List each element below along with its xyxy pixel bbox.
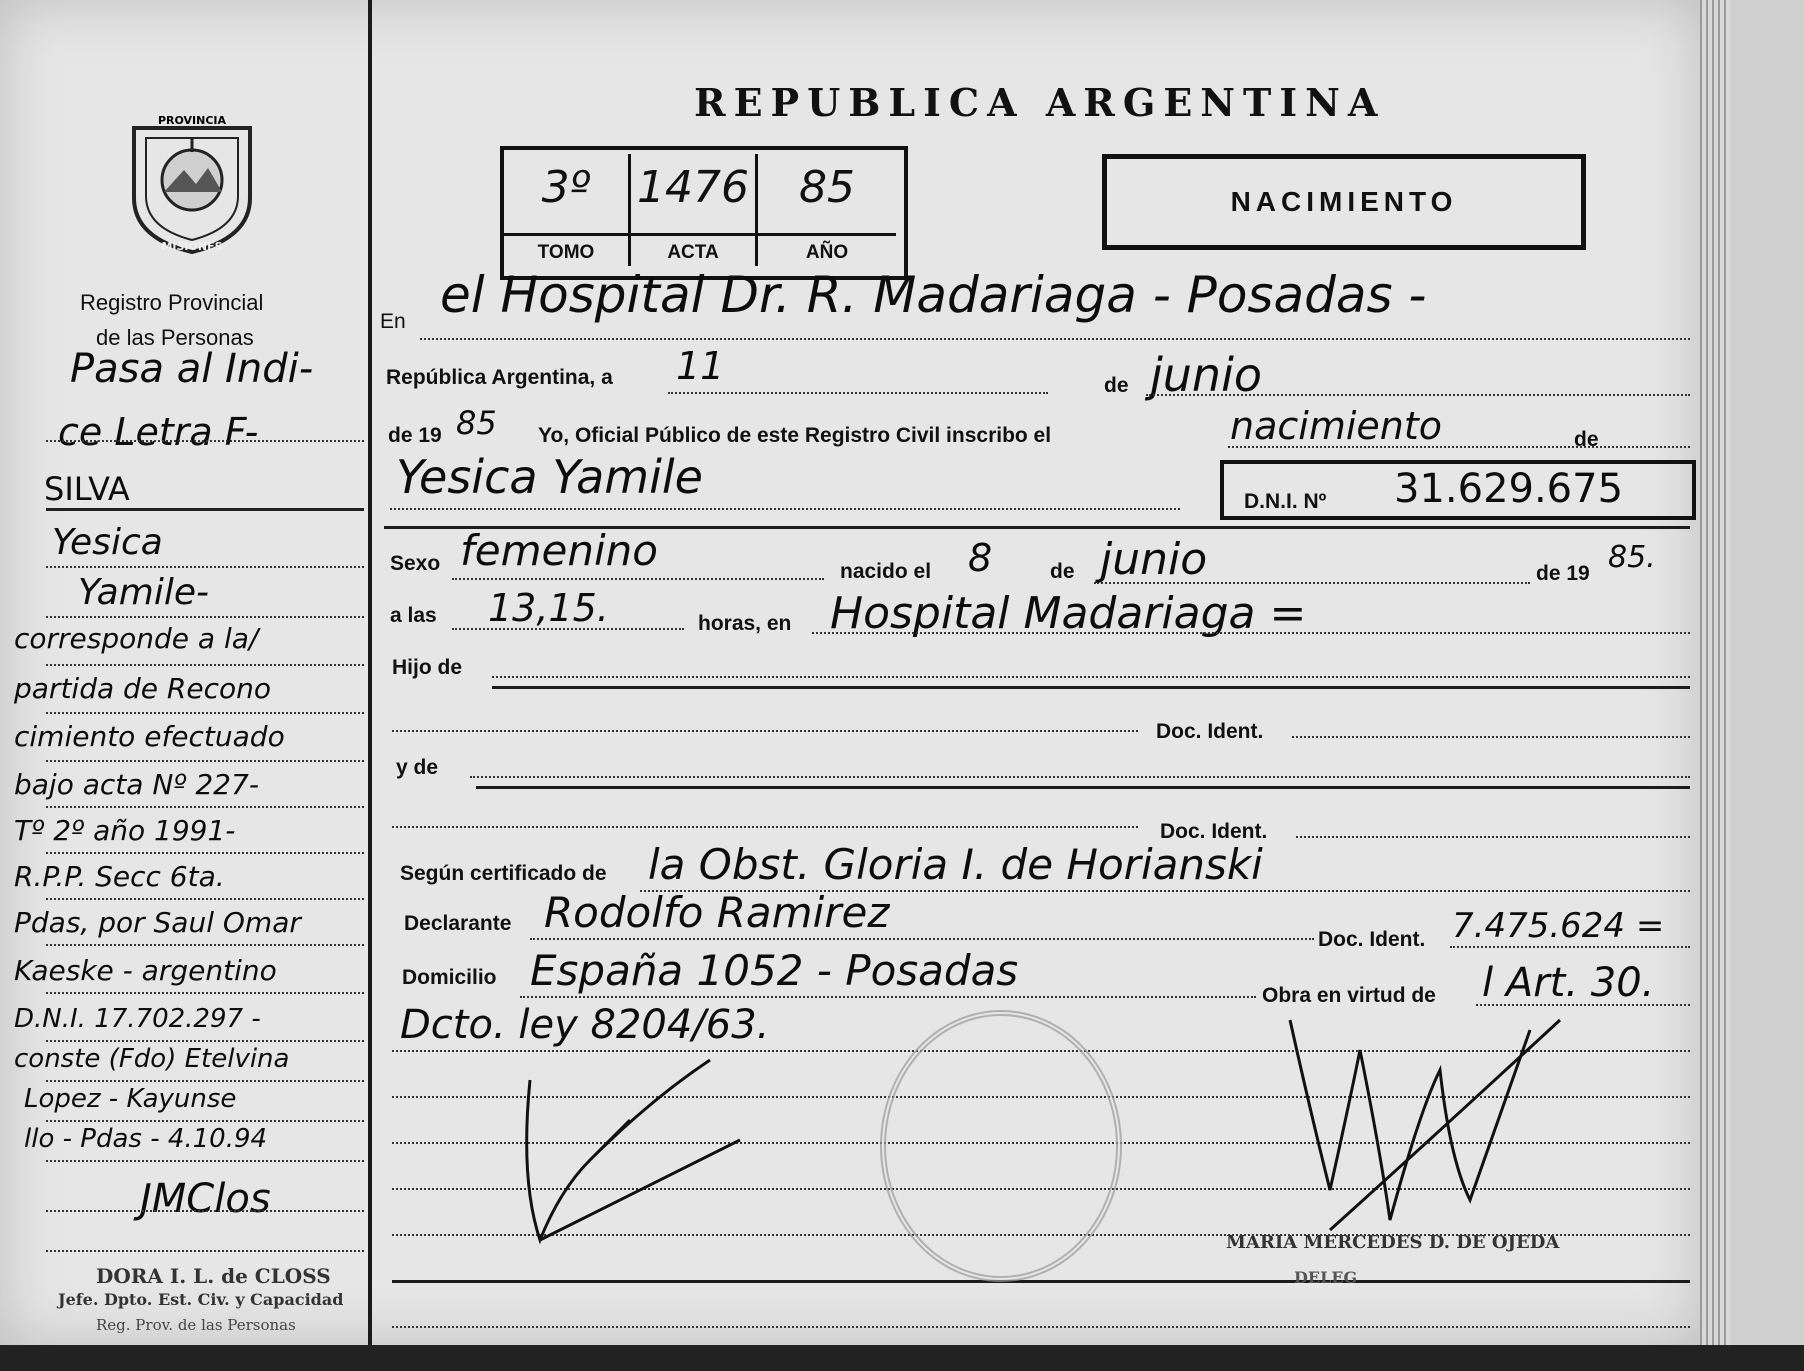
dni-label: D.N.I. Nº: [1244, 490, 1327, 513]
en-label: En: [380, 310, 406, 333]
note-line: Lopez - Kayunse: [24, 1084, 237, 1114]
note-line: corresponde a la/: [14, 622, 259, 655]
acta-cell: [631, 154, 758, 266]
nacido-label: nacido el: [840, 560, 932, 583]
officer-signature-icon: [500, 1040, 760, 1270]
yo-text: Yo, Oficial Público de este Registro Civil inscribo el: [538, 424, 1052, 447]
stamp-role1: Jefe. Dpto. Est. Civ. y Capacidad: [58, 1290, 344, 1309]
birth-year: 85.: [1608, 540, 1656, 575]
doc2-label: Doc. Ident.: [1160, 820, 1268, 843]
registrar-signature-icon: [1270, 990, 1570, 1270]
sexo-value: femenino: [460, 526, 658, 575]
hijo-label: Hijo de: [392, 656, 463, 679]
tomo-value: 3º: [541, 162, 591, 213]
republica-label: República Argentina, a: [386, 366, 613, 389]
note-line: ce Letra F-: [58, 410, 259, 454]
province-seal-icon: [124, 108, 260, 256]
note-line: Tº 2º año 1991-: [14, 814, 236, 847]
day-value: 11: [676, 344, 725, 388]
registry-line1: Registro Provincial: [80, 290, 264, 315]
stamp-name: DORA I. L. de CLOSS: [96, 1264, 331, 1288]
anio-value: 85: [799, 162, 855, 213]
note-line: bajo acta Nº 227-: [14, 768, 259, 801]
time-value: 13,15.: [488, 586, 609, 630]
alas-label: a las: [390, 604, 437, 627]
note-line: Pasa al Indi-: [70, 346, 314, 392]
dni-box: [1220, 460, 1696, 520]
note-line: D.N.I. 17.702.297 -: [14, 1004, 261, 1034]
birth-month: junio: [1100, 534, 1208, 585]
decreto-value: Dcto. ley 8204/63.: [400, 1002, 770, 1048]
doc1-label: Doc. Ident.: [1156, 720, 1264, 743]
year-value: 85: [456, 404, 497, 442]
note-line: Pdas, por Saul Omar: [14, 906, 301, 939]
act-de-label: de: [1574, 428, 1599, 451]
month-de-label: de: [1104, 374, 1129, 397]
note-line: SILVA: [44, 470, 130, 508]
cert-label: Según certificado de: [400, 862, 607, 885]
anio-cell: [758, 154, 896, 266]
background-strip: [0, 1345, 1804, 1371]
dni-value: 31.629.675: [1394, 466, 1624, 512]
official-stamp-role: DELEG: [1294, 1268, 1358, 1287]
note-line: Yamile-: [78, 572, 209, 613]
seal-text-top: PROVINCIA: [157, 114, 227, 127]
round-stamp-icon: [880, 1010, 1122, 1282]
domicilio-label: Domicilio: [402, 966, 497, 989]
act-value: nacimiento: [1230, 404, 1443, 448]
birth-month-de-label: de: [1050, 560, 1075, 583]
anio-label: AÑO: [758, 233, 896, 264]
country-title: REPUBLICA ARGENTINA: [694, 80, 1386, 125]
note-signature: JMClos: [140, 1176, 271, 1222]
year-de19-label: de 19: [388, 424, 442, 447]
seal-text-bottom: MISIONES: [161, 240, 223, 253]
column-divider: [368, 0, 372, 1345]
note-line: partida de Recono: [14, 672, 272, 705]
note-line: cimiento efectuado: [14, 720, 285, 753]
obra-value: l Art. 30.: [1482, 960, 1655, 1006]
declarante-value: Rodolfo Ramirez: [544, 888, 890, 937]
horas-label: horas, en: [698, 612, 792, 635]
acta-value: 1476: [637, 162, 749, 213]
note-line: Kaeske - argentino: [14, 954, 277, 987]
stamp-role2: Reg. Prov. de las Personas: [96, 1316, 296, 1334]
yde-label: y de: [396, 756, 439, 779]
note-line: conste (Fdo) Etelvina: [14, 1044, 290, 1074]
month-value: junio: [1150, 348, 1263, 402]
book-reference-box: [500, 146, 908, 280]
record-type-box: NACIMIENTO: [1102, 154, 1586, 250]
note-line: llo - Pdas - 4.10.94: [24, 1124, 268, 1154]
page-stack-edge: [1700, 0, 1804, 1371]
doc3-label: Doc. Ident.: [1318, 928, 1426, 951]
birth-de19-label: de 19: [1536, 562, 1590, 585]
place-value: Hospital Madariaga =: [830, 588, 1307, 639]
birth-day: 8: [968, 536, 993, 580]
child-name: Yesica Yamile: [396, 450, 703, 504]
note-line: R.P.P. Secc 6ta.: [14, 860, 225, 893]
official-stamp-name: MARIA MERCEDES D. DE OJEDA: [1226, 1232, 1560, 1253]
domicilio-value: España 1052 - Posadas: [530, 946, 1019, 995]
tomo-label: TOMO: [504, 233, 628, 264]
note-line: Yesica: [52, 522, 163, 563]
registry-line2: de las Personas: [96, 325, 254, 350]
en-value: el Hospital Dr. R. Madariaga - Posadas -: [440, 266, 1427, 324]
doc3-value: 7.475.624 =: [1452, 906, 1665, 946]
cert-value: la Obst. Gloria I. de Horianski: [648, 840, 1263, 889]
declarante-label: Declarante: [404, 912, 512, 935]
obra-label: Obra en virtud de: [1262, 984, 1436, 1007]
sexo-label: Sexo: [390, 552, 441, 575]
tomo-cell: [504, 154, 631, 266]
acta-label: ACTA: [631, 233, 755, 264]
